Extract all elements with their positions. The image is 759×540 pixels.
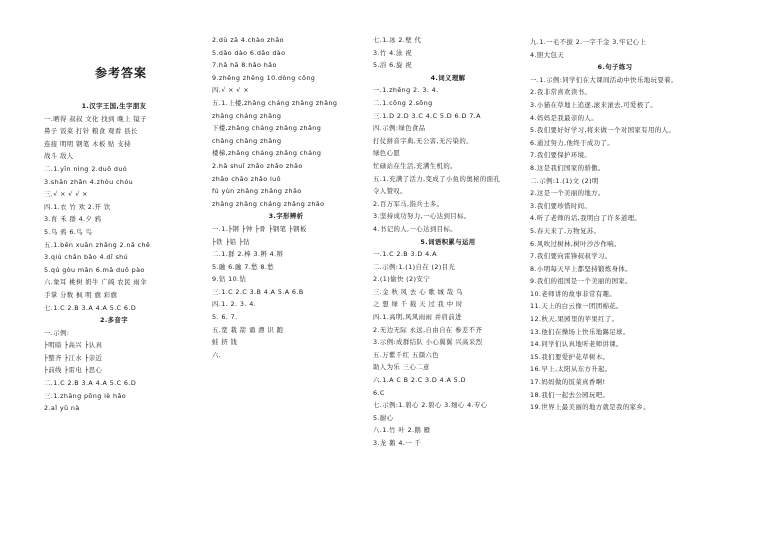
answer-line: 五.宽 栽 箭 诵 漂 识 跑	[212, 325, 284, 334]
answer-line: 三.√ × √ √ ×	[44, 190, 88, 199]
answer-line: 3.shān zhǎn 4.zhòu chóu	[44, 177, 134, 186]
answer-line: 2.dù zā 4.chào zhǎo	[212, 36, 284, 44]
answer-line: chǎng chǎng zhǎng	[212, 136, 282, 145]
answer-line: 9.zhēng zhěng 10.dòng cōng	[212, 73, 316, 82]
answer-line: 5.融 6.融 7.愁 8.愁	[212, 262, 275, 271]
answer-line: 18.我们一起去公园玩吧。	[530, 390, 610, 399]
answer-line: 16.早上,太阳从东方升起。	[530, 365, 612, 374]
answer-line: 六.	[212, 350, 222, 359]
answer-line: 6.句子练习	[597, 63, 633, 72]
answer-line: 5.qú gòu mǎn 6.mǎ duǒ pào	[44, 265, 145, 274]
answer-line: zhǎng zhǎng cháng zhǎng zhǎo	[212, 199, 325, 208]
answer-line: 连接 明明 钢笔 木板 贴 支持	[44, 139, 131, 148]
answer-line: 1.汉字王国,生字朋友	[81, 102, 147, 110]
answer-line: 2.我非常喜欢读书。	[530, 88, 592, 97]
answer-line: 三.金 秋 风 去 心 歌 城 哉 乌	[373, 287, 463, 296]
answer-line: 一.示例:	[44, 328, 70, 337]
answer-line: 二.示例:1.(1)文 (2)明	[530, 176, 599, 185]
answer-line: 5.我们要好好学习,将来做一个对国家有用的人。	[530, 126, 676, 135]
answer-line: 5.乌 鸦 6.鸟 鸟	[44, 227, 93, 236]
answer-line: ├前线 ├雷电 ├思心	[44, 366, 103, 375]
answer-line: ├整齐 ├江水 ├亲近	[44, 353, 103, 362]
answer-line: 7.我们要保护环境。	[530, 151, 592, 160]
answer-line: 2.(1)愉快 (2)安宁	[373, 275, 430, 284]
answer-line: 五.1.充满了活力,变成了小鱼的奥秘的面孔	[373, 174, 501, 183]
answer-line: 九.1.一毛不拔 2.一字千金 3.牢记心上	[530, 38, 647, 46]
answer-line: 5.词语积累与运用	[420, 237, 476, 246]
answer-line: 一.1.示例:同学们在大课间活动中快乐地玩耍着。	[530, 75, 678, 84]
answer-line: 5.浴 6.旋 祝	[373, 61, 413, 70]
answer-line: 8.这是我们国家的骄傲。	[530, 163, 605, 172]
answer-line: 六.1.A C B 2.C 3.D 4.A 5.D	[373, 376, 466, 385]
answer-line: 2.hǎ shuǐ zhǎo zhǎo zhǎo	[212, 161, 303, 170]
answer-line: ├明暗 ├高兴 ├认真	[44, 341, 103, 350]
page-title: 参考答案	[95, 66, 148, 80]
answer-line: 三.1.C 2.C 3.B 4.A 5.A 6.B	[212, 287, 304, 296]
answer-line: 5.dǎo dào 6.dǎo dào	[212, 48, 286, 57]
answer-line: 6.风吹过树林,树叶沙沙作响。	[530, 239, 621, 248]
answer-line: 5.耐心	[373, 413, 394, 422]
answer-line: 二.1.群 2.棒 3.辨 4.辩	[212, 250, 284, 259]
answer-line: 二.1.C 2.B 3.A 4.A 5.C 6.D	[44, 379, 137, 388]
answer-line: 三.1.D 2.D 3.C 4.C 5.D 6.D 7.A	[373, 111, 481, 120]
answer-line: 四.示例:绿色食品	[373, 124, 426, 133]
answer-line: 打仗拼音字典,无公害,无污染的。	[373, 136, 473, 145]
answer-line: 12.秋天,果园里的苹果红了。	[530, 315, 619, 324]
answer-line: 蛙 挤 钱	[212, 338, 238, 347]
answer-line: 四.1. 2. 3. 4.	[212, 300, 257, 309]
answer-line: 10.老师讲的故事非常有趣。	[530, 289, 617, 298]
answer-line: 7.hǎ hā 8.hǎo hǎo	[212, 61, 277, 70]
answer-line: 手掌 分数 枫 明 旗 彩旗	[44, 290, 118, 299]
answer-line: 2.无边无际 永远,自由自在 参差不齐	[373, 325, 483, 334]
answer-column-3	[373, 34, 523, 450]
answer-line: 四.√ × √ ×	[212, 86, 249, 95]
answer-line: 3.坚持成功努力,一心达到目标。	[373, 212, 471, 221]
answer-column-4	[530, 36, 700, 414]
answer-line: 14.同学们认真地听老师讲课。	[530, 340, 623, 349]
answer-line: 鼻子 饭菜 打针 粮食 观看 县长	[44, 127, 138, 136]
answer-line: zhǎng cháng zhǎng	[212, 111, 282, 120]
answer-line: 15.我们要爱护花草树木。	[530, 352, 610, 361]
answer-line: 9.钻 10.钻	[212, 275, 247, 284]
answer-line: 五.1.上楼,zhǎng cháng zhǎng zhǎng	[212, 98, 338, 107]
answer-line: 一.1.C 2.B 3.D 4.A	[373, 250, 437, 259]
answer-line: 楼梯,zhǎng cháng zhǎng cháng	[212, 149, 322, 158]
answer-line: 助人为乐 三心二意	[373, 363, 430, 372]
answer-line: 8.小明每天早上都坚持锻炼身体。	[530, 264, 632, 273]
answer-line: 6.C	[373, 388, 385, 397]
answer-line: 2.这是一个美丽的地方。	[530, 189, 605, 198]
answer-line: 绿色心愿	[373, 149, 401, 158]
answer-line: 19.世界上最美丽的地方就是我的家乡。	[530, 403, 651, 412]
answer-line: 七.示例:1.碧心 2.碧心 3.细心 4.专心	[373, 401, 488, 410]
answer-line: 4.书记的人,一心达到目标。	[373, 224, 458, 233]
answer-line: 5.春天来了,万物复苏。	[530, 226, 601, 235]
answer-line: 3.竹 4.泳 祝	[373, 48, 413, 57]
answer-line: fú yùn zhǎng zhǎng zhǎo	[212, 187, 302, 196]
answer-line: 五.1.bēn xuān zhǎng 2.nǎ chē	[44, 240, 151, 249]
answer-line: 9.我们的祖国是一个美丽的国家。	[530, 277, 632, 286]
answer-line: 2.百万军马,指兵士多。	[373, 199, 444, 208]
answer-column-2	[212, 34, 360, 361]
answer-line: 二.示例:1.(1)自在 (2)目光	[373, 262, 456, 271]
answer-line: 3.小猫在草地上追逐,滚来滚去,可爱极了。	[530, 100, 658, 109]
answer-line: 13.他们在操场上快乐地踢足球。	[530, 327, 630, 336]
answer-line: 之 想 绿 千 载 天 过 我 中 时	[373, 300, 463, 309]
answer-line: 三.1.zhāng pōng lè hǎo	[44, 391, 127, 400]
answer-line: 3.字形辨析	[268, 212, 304, 221]
answer-line: 3.qiú chǎn bǎo 4.dī shú	[44, 253, 129, 262]
answer-line: 五.万紫千红 五颜六色	[373, 350, 439, 359]
answer-line: 二.1.cōng 2.sōng	[373, 98, 433, 107]
answer-line: 六.象耳 桃树 奶牛 广阔 农民 雨伞	[44, 278, 147, 287]
answer-line: 四.1.衣 竹 欢 2.开 饮	[44, 202, 111, 211]
answer-line: 3.龙 鹅 4.一 千	[373, 439, 422, 447]
answer-line: 下楼,zhǎng cháng zhǎng zhǎng	[212, 124, 322, 133]
answer-line: 2.多音字	[99, 316, 129, 325]
answer-line: 7.我们要向雷锋叔叔学习。	[530, 252, 612, 261]
answer-line: 17.妈妈做的饭菜真香啊!	[530, 378, 606, 387]
answer-line: zhǎo chāo zhǎo luǒ	[212, 174, 281, 183]
answer-line: 4.听了老师的话,我明白了许多道理。	[530, 214, 642, 223]
answer-line: 5. 6. 7.	[212, 313, 238, 322]
answer-line: 忙碌站在生活,充满生机的。	[373, 161, 457, 170]
answer-line: 2.aǐ yǔ nà	[44, 404, 80, 413]
answer-line: 4.胆大包天	[530, 50, 565, 59]
answer-line: 11.天上的白云像一团团棉花。	[530, 302, 623, 311]
answer-line: ├铁 ├铅 ├钻	[212, 237, 250, 246]
answer-line: 令人赞叹。	[373, 187, 407, 196]
answer-line: 3.我们要珍惜时间。	[530, 201, 592, 210]
answer-line: 一.1.zhēng 2. 3. 4.	[373, 86, 439, 95]
answer-line: 四.1.高明,风风雨雨 并肩前进	[373, 313, 462, 322]
answer-line: 一.1.├钢 ├钟 ├骨 ├钢笔 ├钢板	[212, 224, 307, 233]
answer-line: 3.育 禾 群 4.夕 鸦	[44, 215, 102, 224]
answer-line: 6.通过努力,他终于成功了。	[530, 138, 615, 147]
answer-line: 七.1.冰 2.壁 代	[373, 36, 422, 44]
answer-line: 4.妈妈是我最亲的人。	[530, 113, 599, 122]
answer-line: 七.1.C 2.B 3.A 4.A 5.C 6.D	[44, 303, 137, 312]
answer-line: 二.1.yīn nìng 2.duō duó	[44, 164, 128, 173]
answer-line: 八.1.竹 叶 2.鹅 雁	[373, 426, 431, 435]
answer-line: 4.词义理解	[430, 73, 466, 82]
answer-line: 战斗 敌人	[44, 152, 74, 161]
answer-column-1	[44, 100, 184, 415]
answer-line: 3.示例:成群结队 小心翼翼 兴高采烈	[373, 338, 483, 347]
answer-line: 一.晒得 叔叔 文化 找到 晚上 镜子	[44, 114, 147, 123]
